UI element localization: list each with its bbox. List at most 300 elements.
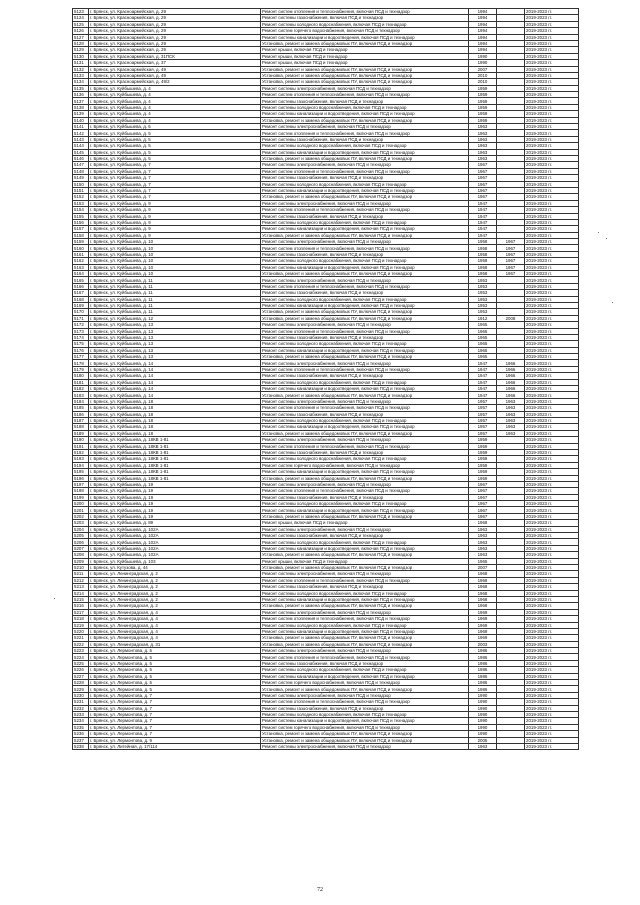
row-number: 5163 (73, 264, 89, 270)
address-cell: г. Брянск, ул. Лермонтова, д. 5 (89, 648, 261, 654)
build-year-cell: 1968 (469, 584, 497, 590)
period-cell: 2019-2023 гг. (525, 424, 579, 430)
row-number: 5201 (73, 507, 89, 513)
build-year-cell: 1947 (469, 392, 497, 398)
address-cell: г. Брянск, ул. Куйбышева, д. 9 (89, 213, 261, 219)
row-number: 5160 (73, 245, 89, 251)
work-type-cell: Ремонт системы газоснабжения, включая ПСД и технадзор (261, 251, 469, 257)
period-cell: 2019-2023 гг. (525, 168, 579, 174)
period-cell: 2019-2023 гг. (525, 520, 579, 526)
row-number: 5212 (73, 577, 89, 583)
address-cell: г. Брянск, ул. Куйбышева, д. 4 (89, 104, 261, 110)
row-number: 5225 (73, 660, 89, 666)
address-cell: г. Брянск, ул. Куйбышева, д. 11 (89, 302, 261, 308)
address-cell: г. Брянск, ул. Красноармейская, д. 29 (89, 47, 261, 53)
address-cell: г. Брянск, ул. Куйбышева, д. 9 (89, 207, 261, 213)
work-type-cell: Установка, ремонт и замена общедомовых ПУ, включая ПСД и технадзор (261, 641, 469, 647)
scan-speck (54, 598, 55, 599)
row-number: 5153 (73, 200, 89, 206)
address-cell: г. Брянск, ул. Куйбышева, д. 13 (89, 322, 261, 328)
period-cell: 2019-2023 гг. (525, 545, 579, 551)
build-year-cell: 1963 (469, 539, 497, 545)
work-type-cell: Ремонт системы холодного водоснабжения, включая ПСД и технадзор (261, 711, 469, 717)
build-year-cell: 1947 (469, 213, 497, 219)
row-number: 5229 (73, 686, 89, 692)
period-cell: 2019-2023 гг. (525, 411, 579, 417)
row-number: 5156 (73, 219, 89, 225)
work-type-cell: Ремонт системы электроснабжения, включая ПСД и технадзор (261, 481, 469, 487)
address-cell: г. Брянск, ул. Куйбышева, д. 18КВ 1-81 (89, 469, 261, 475)
work-type-cell: Ремонт системы канализации и водоотведения, включая ПСД и технадзор (261, 302, 469, 308)
row-number: 5140 (73, 117, 89, 123)
address-cell: г. Брянск, ул. Куйбышева, д. 19 (89, 494, 261, 500)
work-type-cell: Ремонт системы холодного водоснабжения, включая ПСД и технадзор (261, 104, 469, 110)
address-cell: г. Брянск, ул. Куйбышева, д. 102А (89, 526, 261, 532)
address-cell: г. Брянск, ул. Лермонтова, д. 7 (89, 711, 261, 717)
work-type-cell: Ремонт системы канализации и водоотведения, включая ПСД и технадзор (261, 386, 469, 392)
work-type-cell: Ремонт системы газоснабжения, включая ПСД и технадзор (261, 136, 469, 142)
row-number: 5146 (73, 155, 89, 161)
work-type-cell: Ремонт системы холодного водоснабжения, включая ПСД и технадзор (261, 181, 469, 187)
work-type-cell: Ремонт систем отопления и теплоснабжения, включая ПСД и технадзор (261, 92, 469, 98)
period-cell: 2019-2023 гг. (525, 9, 579, 15)
address-cell: г. Брянск, ул. Ленинградская, д. 2 (89, 596, 261, 602)
build-year-cell: 1967 (469, 175, 497, 181)
period-cell: 2019-2023 гг. (525, 136, 579, 142)
work-type-cell: Ремонт системы канализации и водоотведения, включая ПСД и технадзор (261, 34, 469, 40)
row-number: 5231 (73, 699, 89, 705)
build-year-cell: 1990 (469, 718, 497, 724)
address-cell: г. Брянск, ул. Куйбышева, д. 13 (89, 354, 261, 360)
repair-year-cell: 1967 (497, 258, 525, 264)
build-year-cell: 1990 (469, 692, 497, 698)
build-year-cell: 1963 (469, 155, 497, 161)
address-cell: г. Брянск, ул. Куйбышева, д. 5 (89, 124, 261, 130)
address-cell: г. Брянск, ул. Ленинградская, д. 2 (89, 590, 261, 596)
scan-speck (612, 302, 613, 303)
row-number: 5194 (73, 462, 89, 468)
period-cell: 2019-2023 гг. (525, 200, 579, 206)
address-cell: г. Брянск, ул. Красноармейская, д. 29 (89, 40, 261, 46)
row-number: 5173 (73, 328, 89, 334)
row-number: 5174 (73, 334, 89, 340)
build-year-cell: 1994 (469, 47, 497, 53)
build-year-cell: 1968 (469, 590, 497, 596)
page-number: 72 (317, 887, 323, 893)
work-type-cell: Ремонт систем отопления и теплоснабжения, включая ПСД и технадзор (261, 130, 469, 136)
period-cell: 2019-2023 гг. (525, 667, 579, 673)
scan-speck (606, 238, 607, 239)
build-year-cell: 1967 (469, 507, 497, 513)
row-number: 5226 (73, 667, 89, 673)
row-number: 5210 (73, 564, 89, 570)
build-year-cell: 1963 (469, 545, 497, 551)
work-type-cell: Ремонт системы канализации и водоотведения, включая ПСД и технадзор (261, 628, 469, 634)
period-cell: 2019-2023 гг. (525, 283, 579, 289)
repair-year-cell (497, 743, 525, 749)
address-cell: г. Брянск, ул. Куйбышева, д. 19 (89, 513, 261, 519)
address-cell: г. Брянск, ул. Лермонтова, д. 5 (89, 667, 261, 673)
build-year-cell: 1967 (469, 194, 497, 200)
address-cell: г. Брянск, ул. Куйбышева, д. 10 (89, 245, 261, 251)
address-cell: г. Брянск, ул. Ленинградская, д. 4 (89, 616, 261, 622)
row-number: 5181 (73, 379, 89, 385)
row-number: 5139 (73, 111, 89, 117)
repair-year-cell: 1963 (497, 418, 525, 424)
build-year-cell: 1990 (469, 724, 497, 730)
work-type-cell: Ремонт систем отопления и теплоснабжения, включая ПСД и технадзор (261, 488, 469, 494)
row-number: 5171 (73, 315, 89, 321)
period-cell: 2019-2023 гг. (525, 245, 579, 251)
address-cell: г. Брянск, ул. Лермонтова, д. 7 (89, 699, 261, 705)
address-cell: г. Брянск, ул. Ленинградская, д. 2 (89, 577, 261, 583)
build-year-cell: 1968 (469, 603, 497, 609)
build-year-cell: 1967 (469, 501, 497, 507)
address-cell: г. Брянск, ул. Куйбышева, д. 10 (89, 271, 261, 277)
build-year-cell: 1986 (469, 660, 497, 666)
address-cell: г. Брянск, ул. Куйбышева, д. 9 (89, 200, 261, 206)
row-number: 5129 (73, 47, 89, 53)
address-cell: г. Брянск, ул. Куйбышева, д. 4 (89, 111, 261, 117)
build-year-cell: 1963 (469, 743, 497, 749)
scan-speck (598, 232, 599, 233)
address-cell: г. Брянск, ул. Куйбышева, д. 13 (89, 347, 261, 353)
row-number: 5218 (73, 616, 89, 622)
address-cell: г. Брянск, ул. Красноармейская, д. 29 (89, 15, 261, 21)
work-type-cell: Ремонт системы канализации и водоотведения, включая ПСД и технадзор (261, 507, 469, 513)
row-number: 5200 (73, 501, 89, 507)
address-cell: г. Брянск, ул. Куйбышева, д. 7 (89, 175, 261, 181)
row-number: 5219 (73, 622, 89, 628)
period-cell: 2019-2023 гг. (525, 66, 579, 72)
row-number: 5193 (73, 456, 89, 462)
address-cell: г. Брянск, ул. Куйбышева, д. 19 (89, 501, 261, 507)
period-cell: 2019-2023 гг. (525, 258, 579, 264)
address-cell: г. Брянск, ул. Лермонтова, д. 7 (89, 724, 261, 730)
work-type-cell: Установка, ремонт и замена общедомовых ПУ, включая ПСД и технадзор (261, 155, 469, 161)
build-year-cell: 1990 (469, 60, 497, 66)
period-cell: 2019-2023 гг. (525, 501, 579, 507)
work-type-cell: Установка, ремонт и замена общедомовых ПУ, включая ПСД и технадзор (261, 315, 469, 321)
repair-year-cell: 1967 (497, 245, 525, 251)
build-year-cell: 1994 (469, 34, 497, 40)
build-year-cell: 1963 (469, 552, 497, 558)
period-cell: 2019-2023 гг. (525, 117, 579, 123)
repair-year-cell: 1967 (497, 271, 525, 277)
work-type-cell: Ремонт системы электроснабжения, включая ПСД и технадзор (261, 571, 469, 577)
address-cell: г. Брянск, ул. Куйбышева, д. 4 (89, 117, 261, 123)
build-year-cell: 1959 (469, 437, 497, 443)
address-cell: г. Брянск, ул. Литейная, д. 17/114 (89, 743, 261, 749)
period-cell: 2019-2023 гг. (525, 430, 579, 436)
address-cell: г. Брянск, ул. Куйбышева, д. 11 (89, 277, 261, 283)
work-type-cell: Ремонт систем отопления и теплоснабжения, включая ПСД и технадзор (261, 616, 469, 622)
row-number: 5220 (73, 628, 89, 634)
period-cell: 2019-2023 гг. (525, 571, 579, 577)
work-type-cell: Ремонт систем отопления и теплоснабжения, включая ПСД и технадзор (261, 283, 469, 289)
build-year-cell: 1986 (469, 686, 497, 692)
period-cell: 2019-2023 гг. (525, 104, 579, 110)
period-cell: 2019-2023 гг. (525, 111, 579, 117)
build-year-cell: 1959 (469, 449, 497, 455)
period-cell: 2019-2023 гг. (525, 162, 579, 168)
period-cell: 2019-2023 гг. (525, 609, 579, 615)
build-year-cell: 1959 (469, 443, 497, 449)
period-cell: 2019-2023 гг. (525, 603, 579, 609)
repair-year-cell: 1963 (497, 398, 525, 404)
work-type-cell: Ремонт систем отопления и теплоснабжения, включая ПСД и технадзор (261, 328, 469, 334)
row-number: 5134 (73, 79, 89, 85)
work-type-cell: Ремонт системы электроснабжения, включая ПСД и технадзор (261, 692, 469, 698)
work-type-cell: Ремонт системы холодного водоснабжения, включая ПСД и технадзор (261, 341, 469, 347)
row-number: 5234 (73, 718, 89, 724)
row-number: 5150 (73, 181, 89, 187)
row-number: 5189 (73, 430, 89, 436)
repair-year-cell: 2008 (497, 315, 525, 321)
build-year-cell: 1967 (469, 513, 497, 519)
row-number: 5230 (73, 692, 89, 698)
work-type-cell: Ремонт системы холодного водоснабжения, включая ПСД и технадзор (261, 456, 469, 462)
work-type-cell: Ремонт крыши, включая ПСД и технадзор (261, 53, 469, 59)
build-year-cell: 1963 (469, 124, 497, 130)
build-year-cell: 1963 (469, 149, 497, 155)
work-type-cell: Установка, ремонт и замена общедомовых ПУ, включая ПСД и технадзор (261, 392, 469, 398)
work-type-cell: Ремонт систем отопления и теплоснабжения, включая ПСД и технадзор (261, 366, 469, 372)
address-cell: г. Брянск, ул. Куйбышева, д. 13 (89, 328, 261, 334)
build-year-cell: 1947 (469, 386, 497, 392)
period-cell: 2019-2023 гг. (525, 449, 579, 455)
work-type-cell: Установка, ремонт и замена общедомовых ПУ, включая ПСД и технадзор (261, 72, 469, 78)
row-number: 5236 (73, 731, 89, 737)
work-type-cell: Установка, ремонт и замена общедомовых ПУ, включая ПСД и технадзор (261, 552, 469, 558)
build-year-cell: 2010 (469, 72, 497, 78)
work-type-cell: Ремонт системы газоснабжения, включая ПСД и технадзор (261, 15, 469, 21)
period-cell: 2019-2023 гг. (525, 85, 579, 91)
work-type-cell: Ремонт системы электроснабжения, включая ПСД и технадзор (261, 360, 469, 366)
address-cell: г. Брянск, ул. Куйбышева, д. 89 (89, 520, 261, 526)
period-cell: 2019-2023 гг. (525, 373, 579, 379)
build-year-cell: 1959 (469, 462, 497, 468)
build-year-cell: 1957 (469, 411, 497, 417)
address-cell: г. Брянск, ул. Куйбышева, д. 13 (89, 334, 261, 340)
build-year-cell: 2007 (469, 564, 497, 570)
build-year-cell: 1953 (469, 309, 497, 315)
period-cell: 2019-2023 гг. (525, 175, 579, 181)
row-number: 5157 (73, 226, 89, 232)
address-cell: г. Брянск, ул. Лермонтова, д. 5 (89, 686, 261, 692)
period-cell: 2019-2023 гг. (525, 251, 579, 257)
period-cell: 2019-2023 гг. (525, 699, 579, 705)
repair-year-cell: 1967 (497, 251, 525, 257)
row-number: 5224 (73, 654, 89, 660)
period-cell: 2019-2023 гг. (525, 149, 579, 155)
address-cell: г. Брянск, ул. Красноармейская, д. 29 (89, 28, 261, 34)
build-year-cell: 1959 (469, 475, 497, 481)
row-number: 5178 (73, 360, 89, 366)
work-type-cell: Ремонт системы канализации и водоотведения, включая ПСД и технадзор (261, 187, 469, 193)
work-type-cell: Ремонт крыши, включая ПСД и технадзор (261, 558, 469, 564)
work-type-cell: Ремонт системы электроснабжения, включая ПСД и технадзор (261, 398, 469, 404)
build-year-cell: 1994 (469, 40, 497, 46)
work-type-cell: Ремонт крыши, включая ПСД и технадзор (261, 47, 469, 53)
work-type-cell: Установка, ремонт и замена общедомовых ПУ, включая ПСД и технадзор (261, 232, 469, 238)
work-type-cell: Установка, ремонт и замена общедомовых ПУ, включая ПСД и технадзор (261, 564, 469, 570)
address-cell: г. Брянск, ул. Куйбышева, д. 11 (89, 296, 261, 302)
repair-year-cell: 1966 (497, 392, 525, 398)
row-number: 5145 (73, 149, 89, 155)
build-year-cell: 1965 (469, 334, 497, 340)
row-number: 5180 (73, 373, 89, 379)
address-cell: г. Брянск, ул. Куйбышева, д. 103 (89, 558, 261, 564)
work-type-cell: Ремонт системы канализации и водоотведения, включая ПСД и технадзор (261, 264, 469, 270)
work-type-cell: Ремонт системы газоснабжения, включая ПСД и технадзор (261, 533, 469, 539)
address-cell: г. Брянск, ул. Куйбышева, д. 18КВ 1-81 (89, 475, 261, 481)
address-cell: г. Брянск, ул. Куйбышева, д. 10 (89, 258, 261, 264)
row-number: 5185 (73, 405, 89, 411)
build-year-cell: 1959 (469, 469, 497, 475)
address-cell: г. Брянск, ул. Куйбышева, д. 14 (89, 379, 261, 385)
period-cell: 2019-2023 гг. (525, 277, 579, 283)
work-type-cell: Ремонт системы холодного водоснабжения, включая ПСД и технадзор (261, 667, 469, 673)
row-number: 5175 (73, 341, 89, 347)
period-cell: 2019-2023 гг. (525, 155, 579, 161)
repair-year-cell: 1967 (497, 239, 525, 245)
period-cell: 2019-2023 гг. (525, 296, 579, 302)
build-year-cell: 1986 (469, 680, 497, 686)
period-cell: 2019-2023 гг. (525, 737, 579, 743)
work-type-cell: Установка, ремонт и замена общедомовых ПУ, включая ПСД и технадзор (261, 731, 469, 737)
work-type-cell: Ремонт крыши, включая ПСД и технадзор (261, 520, 469, 526)
period-cell: 2019-2023 гг. (525, 648, 579, 654)
row-number: 5238 (73, 743, 89, 749)
period-cell: 2019-2023 гг. (525, 290, 579, 296)
build-year-cell: 1947 (469, 366, 497, 372)
work-type-cell: Установка, ремонт и замена общедомовых ПУ, включая ПСД и технадзор (261, 635, 469, 641)
build-year-cell: 1990 (469, 699, 497, 705)
address-cell: г. Брянск, ул. Куйбышева, д. 14 (89, 373, 261, 379)
work-type-cell: Ремонт системы электроснабжения, включая ПСД и технадзор (261, 648, 469, 654)
row-number: 5232 (73, 705, 89, 711)
build-year-cell: 1947 (469, 207, 497, 213)
build-year-cell: 1947 (469, 379, 497, 385)
period-cell: 2019-2023 гг. (525, 475, 579, 481)
period-cell: 2019-2023 гг. (525, 28, 579, 34)
address-cell: г. Брянск, ул. Красноармейская, д. 49 (89, 72, 261, 78)
row-number: 5127 (73, 34, 89, 40)
build-year-cell: 1959 (469, 104, 497, 110)
address-cell: г. Брянск, ул. Лермонтова, д. 5 (89, 654, 261, 660)
row-number: 5138 (73, 104, 89, 110)
repair-year-cell: 1966 (497, 373, 525, 379)
period-cell: 2019-2023 гг. (525, 264, 579, 270)
repair-year-cell: 1963 (497, 430, 525, 436)
address-cell: г. Брянск, ул. Красноармейская, д. 29 (89, 21, 261, 27)
work-type-cell: Ремонт системы холодного водоснабжения, включая ПСД и технадзор (261, 21, 469, 27)
work-type-cell: Установка, ремонт и замена общедомовых ПУ, включая ПСД и технадзор (261, 117, 469, 123)
period-cell: 2019-2023 гг. (525, 226, 579, 232)
build-year-cell: 1968 (469, 571, 497, 577)
period-cell: 2019-2023 гг. (525, 341, 579, 347)
address-cell: г. Брянск, ул. Куйбышева, д. 4 (89, 92, 261, 98)
row-number: 5132 (73, 66, 89, 72)
period-cell: 2019-2023 гг. (525, 322, 579, 328)
work-type-cell: Установка, ремонт и замена общедомовых ПУ, включая ПСД и технадзор (261, 513, 469, 519)
period-cell: 2019-2023 гг. (525, 533, 579, 539)
build-year-cell: 1957 (469, 424, 497, 430)
row-number: 5133 (73, 72, 89, 78)
row-number: 5183 (73, 392, 89, 398)
row-number: 5196 (73, 475, 89, 481)
build-year-cell: 1986 (469, 654, 497, 660)
period-cell: 2019-2023 гг. (525, 654, 579, 660)
build-year-cell: 1953 (469, 283, 497, 289)
work-type-cell: Ремонт системы газоснабжения, включая ПСД и технадзор (261, 98, 469, 104)
period-cell: 2019-2023 гг. (525, 622, 579, 628)
build-year-cell: 1965 (469, 341, 497, 347)
work-type-cell: Установка, ремонт и замена общедомовых ПУ, включая ПСД и технадзор (261, 40, 469, 46)
row-number: 5169 (73, 302, 89, 308)
address-cell: г. Брянск, ул. Куйбышева, д. 18 (89, 424, 261, 430)
address-cell: г. Брянск, ул. Куйбышева, д. 102А (89, 533, 261, 539)
address-cell: г. Брянск, ул. Ленинградская, д. 2 (89, 603, 261, 609)
period-cell: 2019-2023 гг. (525, 143, 579, 149)
build-year-cell: 1994 (469, 9, 497, 15)
period-cell: 2019-2023 гг. (525, 443, 579, 449)
build-year-cell: 1990 (469, 705, 497, 711)
row-number: 5128 (73, 40, 89, 46)
work-type-cell: Ремонт системы электроснабжения, включая ПСД и технадзор (261, 277, 469, 283)
period-cell: 2019-2023 гг. (525, 47, 579, 53)
row-number: 5161 (73, 251, 89, 257)
period-cell: 2019-2023 гг. (525, 398, 579, 404)
work-type-cell: Ремонт системы газоснабжения, включая ПСД и технадзор (261, 290, 469, 296)
address-cell: г. Брянск, ул. Куйбышева, д. 18КВ 1-81 (89, 456, 261, 462)
row-number: 5168 (73, 296, 89, 302)
row-number: 5162 (73, 258, 89, 264)
build-year-cell: 1957 (469, 405, 497, 411)
row-number: 5154 (73, 207, 89, 213)
address-cell: г. Брянск, ул. Лермонтова, д. 5 (89, 680, 261, 686)
work-type-cell: Ремонт системы холодного водоснабжения, включая ПСД и технадзор (261, 219, 469, 225)
address-cell: г. Брянск, ул. Куйбышева, д. 5 (89, 143, 261, 149)
row-number: 5190 (73, 437, 89, 443)
period-cell: 2019-2023 гг. (525, 705, 579, 711)
period-cell: 2019-2023 гг. (525, 271, 579, 277)
period-cell: 2019-2023 гг. (525, 194, 579, 200)
period-cell: 2019-2023 гг. (525, 724, 579, 730)
work-type-cell: Ремонт системы электроснабжения, включая ПСД и технадзор (261, 239, 469, 245)
address-cell: г. Брянск, ул. Куйбышева, д. 102А (89, 539, 261, 545)
work-type-cell: Ремонт системы газоснабжения, включая ПСД и технадзор (261, 494, 469, 500)
work-type-cell: Ремонт системы газоснабжения, включая ПСД и технадзор (261, 334, 469, 340)
address-cell: г. Брянск, ул. Красноармейская, д. 29 (89, 9, 261, 15)
address-cell: г. Брянск, ул. Куйбышева, д. 11 (89, 290, 261, 296)
row-number: 5209 (73, 558, 89, 564)
row-number: 5130 (73, 53, 89, 59)
address-cell: г. Брянск, ул. Куйбышева, д. 19 (89, 488, 261, 494)
row-number: 5215 (73, 596, 89, 602)
work-type-cell: Ремонт системы холодного водоснабжения, включая ПСД и технадзор (261, 590, 469, 596)
work-type-cell: Ремонт системы холодного водоснабжения, включая ПСД и технадзор (261, 379, 469, 385)
work-type-cell: Ремонт системы канализации и водоотведения, включая ПСД и технадзор (261, 424, 469, 430)
address-cell: г. Брянск, ул. Куйбышева, д. 7 (89, 194, 261, 200)
row-number: 5158 (73, 232, 89, 238)
row-number: 5147 (73, 162, 89, 168)
address-cell: г. Брянск, ул. Куйбышева, д. 4 (89, 98, 261, 104)
address-cell: г. Брянск, ул. Куйбышева, д. 14 (89, 366, 261, 372)
build-year-cell: 1947 (469, 219, 497, 225)
address-cell: г. Брянск, ул. Куйбышева, д. 19 (89, 507, 261, 513)
